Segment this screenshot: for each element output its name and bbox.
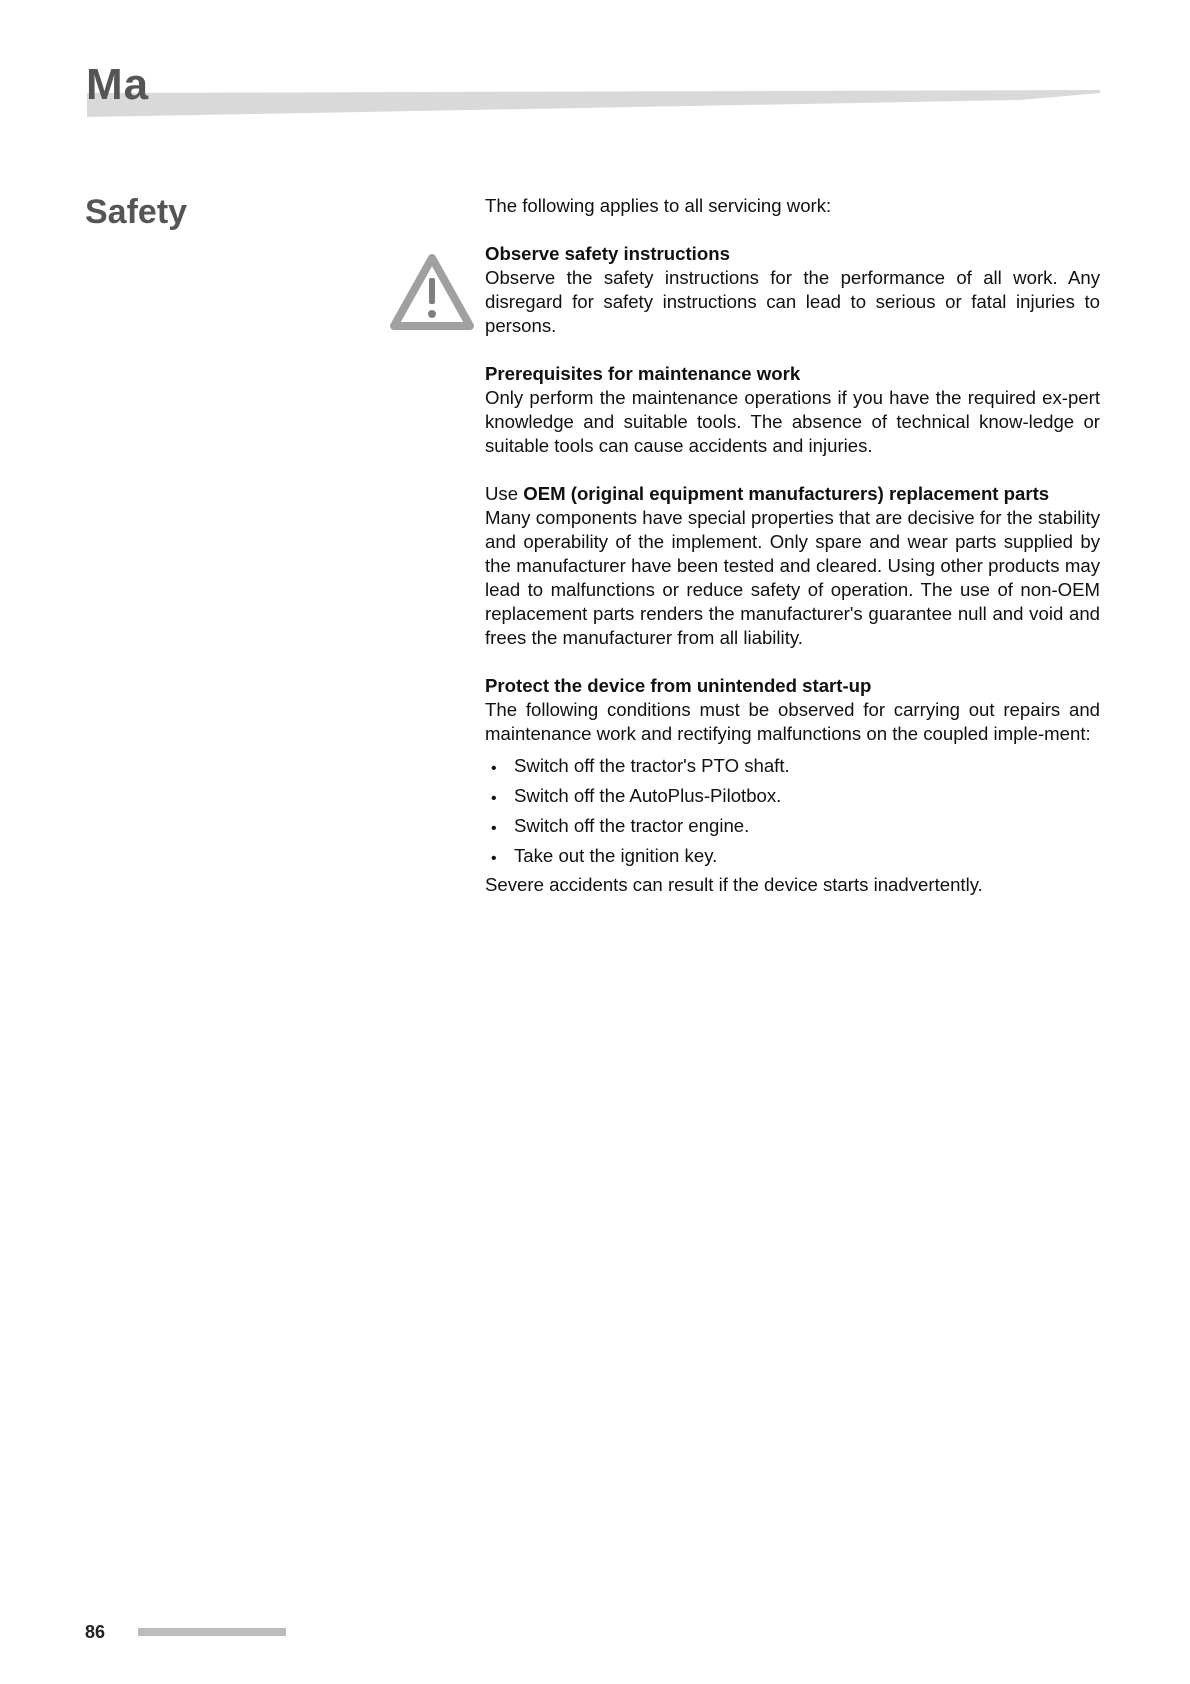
block-prerequisites — [485, 362, 1100, 458]
block-safety-instructions — [485, 242, 1100, 338]
warning-triangle-icon — [389, 252, 475, 332]
header-bar — [0, 0, 1190, 130]
list-item-text: Switch off the tractor engine. — [514, 815, 750, 836]
list-item-text: Switch off the AutoPlus-Pilotbox. — [514, 785, 782, 806]
block-title: Prerequisites for maintenance work — [485, 363, 801, 384]
list-item-text: Take out the ignition key. — [514, 845, 718, 866]
list-item-text: Switch off the tractor's PTO shaft. — [514, 755, 790, 776]
block-title: OEM (original equipment manufacturers) replacement parts — [523, 483, 1050, 504]
block-text: Observe the safety instructions for the performance of all work. Any disregard for safety instructions can lead to serious or fatal injuries to persons. — [485, 267, 1100, 336]
section-title: Safety — [85, 193, 188, 231]
block-text: Many components have special properties that are decisive for the stability and operability of the implement. Only spare and wear parts supplied by the manufacturer have been tested and cleared. Using other products may lead to malfunctions or reduce safety of operation. The use of non-OEM replacement parts renders the manufacturer's guarantee null and void and frees the manufacturer from all liability. — [485, 507, 1100, 648]
bullet-list — [485, 751, 1100, 871]
block-text: Only perform the maintenance operations if you have the required ex-pert knowledge and suitable tools. The absence of technical know-ledge or suitable tools can cause accidents and injuries. — [485, 387, 1100, 456]
list-item — [485, 781, 1100, 811]
block-text: The following conditions must be observed for carrying out repairs and maintenance work and rectifying malfunctions on the coupled imple-ment: — [485, 699, 1100, 744]
intro-text: The following applies to all servicing work: — [485, 195, 832, 216]
list-item — [485, 751, 1100, 781]
block-oem-parts — [485, 482, 1100, 650]
block-title-prefix: Use — [485, 483, 524, 504]
chapter-label: Ma — [86, 60, 150, 109]
bullet-icon: • — [491, 790, 497, 807]
block-title: Protect the device from unintended start-up — [485, 675, 872, 696]
list-item — [485, 841, 1100, 871]
footer-bar — [138, 1628, 286, 1636]
main-content — [485, 194, 1100, 921]
closing-text: Severe accidents can result if the device starts inadvertently. — [485, 874, 983, 895]
page-number: 86 — [85, 1622, 106, 1642]
block-title: Observe safety instructions — [485, 243, 730, 264]
bullet-icon: • — [491, 760, 497, 777]
block-unintended-startup — [485, 674, 1100, 897]
block-title-line — [485, 482, 1100, 506]
bullet-icon: • — [491, 820, 497, 837]
list-item — [485, 811, 1100, 841]
bullet-icon: • — [491, 850, 497, 867]
